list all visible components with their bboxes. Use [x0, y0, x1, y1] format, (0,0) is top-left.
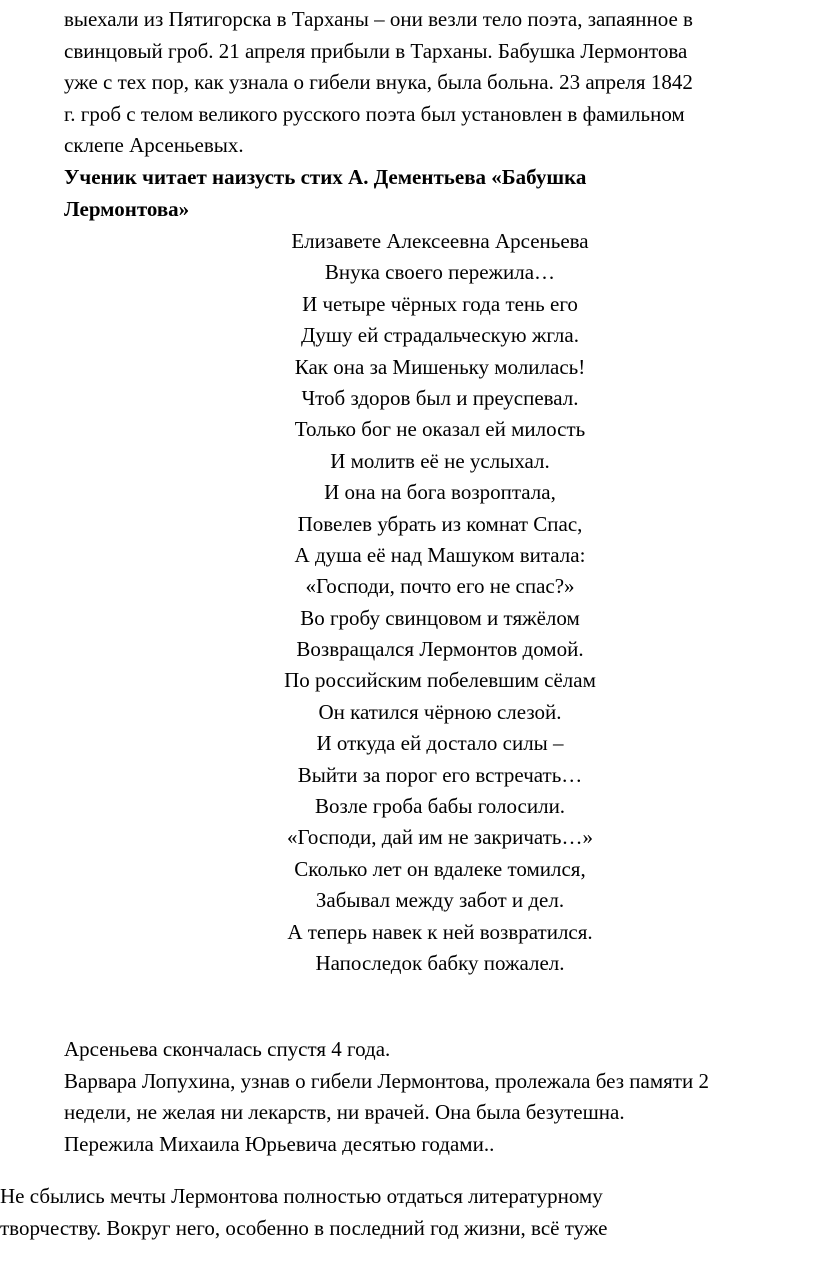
- after-line: Арсеньева скончалась спустя 4 года.: [64, 1037, 391, 1061]
- poem-line: «Господи, почто его не спас?»: [305, 574, 575, 599]
- poem-line: Забывал между забот и дел.: [315, 888, 565, 913]
- poem-line: А теперь навек к ней возвратился.: [287, 919, 593, 944]
- poem-line: И четыре чёрных года тень его: [302, 291, 578, 316]
- poem-line: Душу ей страдальческую жгла.: [301, 323, 579, 348]
- poem-line: Только бог не оказал ей милость: [294, 417, 586, 442]
- after-poem-paragraph: [64, 1034, 816, 1160]
- intro-line: выехали из Пятигорска в Тарханы – они везли тело поэта, запаянное в: [64, 7, 693, 31]
- poem-line: Повелев убрать из комнат Спас,: [297, 511, 583, 536]
- poem-line: Как она за Мишеньку молилась!: [294, 354, 586, 379]
- poem-line: Во гробу свинцовом и тяжёлом: [300, 605, 580, 630]
- intro-line: свинцовый гроб. 21 апреля прибыли в Тарханы. Бабушка Лермонтова: [64, 38, 688, 63]
- heading-line: Ученик читает наизусть стих А. Дементьева «Бабушка: [64, 165, 587, 189]
- poem-line: Сколько лет он вдалеке томился,: [294, 856, 586, 881]
- final-paragraph: [0, 1180, 816, 1244]
- poem-line: Он катился чёрною слезой.: [318, 699, 562, 724]
- poem-line: Возле гроба бабы голосили.: [314, 794, 566, 819]
- poem-line: Напоследок бабку пожалел.: [315, 950, 565, 975]
- poem-line: И молитв её не услыхал.: [330, 448, 550, 473]
- final-line: творчеству. Вокруг него, особенно в последний год жизни, всё туже: [0, 1216, 608, 1240]
- intro-line: г. гроб с телом великого русского поэта был установлен в фамильном: [64, 101, 685, 126]
- after-line: Пережила Михаила Юрьевича десятью годами..: [64, 1131, 495, 1156]
- poem-line: Возвращался Лермонтов домой.: [296, 637, 584, 662]
- poem-line: «Господи, дай им не закричать…»: [287, 825, 593, 850]
- poem-line: Внука своего пережила…: [324, 260, 556, 285]
- poem-line: И она на бога возроптала,: [324, 480, 556, 505]
- poem: [40, 226, 816, 979]
- after-line: недели, не желая ни лекарств, ни врачей. Она была безутешна.: [64, 1100, 625, 1124]
- intro-line: склепе Арсеньевых.: [64, 133, 244, 157]
- poem-line: По российским побелевшим сёлам: [284, 668, 596, 693]
- poem-line: И откуда ей достало силы –: [316, 731, 564, 756]
- final-line: Не сбылись мечты Лермонтова полностью отдаться литературному: [0, 1184, 603, 1208]
- poem-line: А душа её над Машуком витала:: [294, 542, 586, 567]
- after-line: Варвара Лопухина, узнав о гибели Лермонтова, пролежала без памяти 2: [64, 1068, 709, 1093]
- intro-line: уже с тех пор, как узнала о гибели внука, была больна. 23 апреля 1842: [64, 70, 693, 94]
- poem-line: Выйти за порог его встречать…: [297, 762, 583, 787]
- recitation-heading: [64, 162, 804, 225]
- poem-line: Чтоб здоров был и преуспевал.: [301, 385, 579, 410]
- intro-paragraph: [64, 4, 812, 162]
- poem-line: Елизавете Алексеевна Арсеньева: [291, 229, 589, 253]
- heading-line: Лермонтова»: [64, 196, 190, 221]
